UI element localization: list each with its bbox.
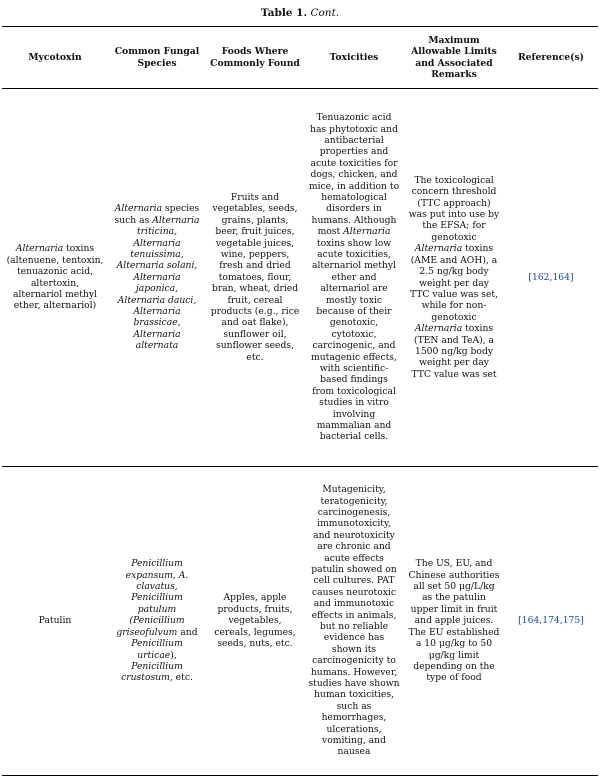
table-caption-suffix: Cont. xyxy=(310,7,340,19)
cell-foods xyxy=(206,467,304,776)
cell-references xyxy=(504,467,598,776)
reference-bracket: ] xyxy=(580,615,584,627)
reference-link[interactable]: 174 xyxy=(542,615,560,627)
reference-separator: , xyxy=(549,271,553,283)
header-mycotoxin: Mycotoxin xyxy=(2,27,108,89)
text-segment: Fruits and vegetables, seeds, grains, plants, beer, fruit juices, vegetable juices, wine, peppers, fresh and dried tomatoes, flour, bran, wheat, dried fruit, cereal products (e.g., rice and oat flake), sunflower oil, sunflower seeds, etc. xyxy=(210,191,300,363)
text-segment: toxins (TEN and TeA), a 1500 ng/kg body weight per day TTC value was set xyxy=(411,323,497,380)
text-segment: Alternaria xyxy=(414,323,463,335)
header-fungal-species: Common Fungal Species xyxy=(108,27,206,89)
cell-fungal-species xyxy=(108,89,206,467)
text-segment: and xyxy=(177,626,198,638)
text-segment: Alternaria triticina, Alternaria tenuissima, Alternaria solani, Alternaria japonica, Alternaria dauci, Alternaria brassicae, Alternaria alternata xyxy=(116,214,200,352)
text-segment: Mutagenicity, teratogenicity, carcinogenesis, immunotoxicity, and neurotoxicity are chronic and acute effects patulin showed on cell cultures. PAT causes neurotoxic and immunotoxic effects in animals, but no reliable evidence has shown its carcinogenicity to humans. However, studies have shown human toxicities, such as hemorrhages, ulcerations, vomiting, and nausea xyxy=(308,484,400,758)
text-segment: The toxicological concern threshold (TTC approach) was put into use by the EFSA; for genotoxic xyxy=(408,174,500,243)
text-segment: Alternaria xyxy=(15,243,64,255)
cell-mycotoxin xyxy=(2,89,108,467)
text-segment: Alternaria xyxy=(414,243,463,255)
text-segment: Penicillium urticae xyxy=(131,638,183,661)
reference-link[interactable]: 175 xyxy=(562,615,581,627)
text-segment: species such as xyxy=(114,203,200,226)
reference-separator: , xyxy=(539,615,543,627)
text-segment: Patulin xyxy=(38,615,72,627)
table-header-row xyxy=(2,27,598,89)
cell-limits xyxy=(404,467,504,776)
text-segment: toxins (AME and AOH), a 2.5 ng/kg body weight per day TTC value was set, while for non-genotoxic xyxy=(410,243,498,323)
cell-toxicities xyxy=(304,467,404,776)
header-references: Reference(s) xyxy=(504,27,598,89)
table-row xyxy=(2,89,598,467)
reference-link[interactable]: 164 xyxy=(552,271,570,283)
reference-link[interactable]: 162 xyxy=(531,271,550,283)
text-segment: Apples, apple products, fruits, vegetables, cereals, legumes, seeds, nuts, etc. xyxy=(214,592,296,650)
table-caption-label: Table 1. xyxy=(260,7,308,19)
header-foods: Foods Where Commonly Found xyxy=(206,27,304,89)
text-segment: toxins show low acute toxicities, alternariol methyl ether and alternariol are mostly toxic because of their genotoxic, cytotoxic, carcinogenic, and mutagenic effects, with scientific-based findings from toxicological studies in vitro involving mammalian and bacterial cells. xyxy=(311,237,397,443)
header-toxicities: Toxicities xyxy=(304,27,404,89)
text-segment: ), xyxy=(170,649,177,661)
text-segment: Penicillium expansum, A. clavatus, Penicillium patulum (Penicillium griseofulvum xyxy=(116,558,189,638)
cell-mycotoxin xyxy=(2,467,108,776)
text-segment: , etc. xyxy=(169,672,193,684)
table-caption xyxy=(0,6,600,20)
reference-bracket: [ xyxy=(518,615,522,627)
text-segment: Tenuazonic acid has phytotoxic and antibacterial properties and acute toxicities for dogs, chicken, and mice, in addition to hematological disorders in humans. Although most xyxy=(308,112,400,238)
text-segment: The US, EU, and Chinese authorities all set 50 μg/L/kg as the patulin upper limit in fruit and apple juices. The EU established a 10 μg/kg to 50 μg/kg limit depending on the type of food xyxy=(408,558,500,684)
cell-references xyxy=(504,89,598,467)
reference-separator: , xyxy=(559,615,563,627)
cell-toxicities xyxy=(304,89,404,467)
text-segment: Alternaria xyxy=(343,226,391,238)
text-segment: toxins (altenuene, tentoxin, tenuazonic acid, altertoxin, alternariol methyl ether, alternariol) xyxy=(6,243,104,312)
cell-foods xyxy=(206,89,304,467)
cell-fungal-species xyxy=(108,467,206,776)
header-limits: Maximum Allowable Limits and Associated Remarks xyxy=(404,27,504,89)
mycotoxin-table xyxy=(2,26,598,776)
text-segment: Alternaria xyxy=(114,203,163,215)
cell-limits xyxy=(404,89,504,467)
reference-bracket: [ xyxy=(528,271,532,283)
text-segment: Penicillium crustosum xyxy=(121,660,183,684)
reference-bracket: ] xyxy=(570,271,574,283)
table-row xyxy=(2,467,598,776)
reference-link[interactable]: 164 xyxy=(521,615,540,627)
